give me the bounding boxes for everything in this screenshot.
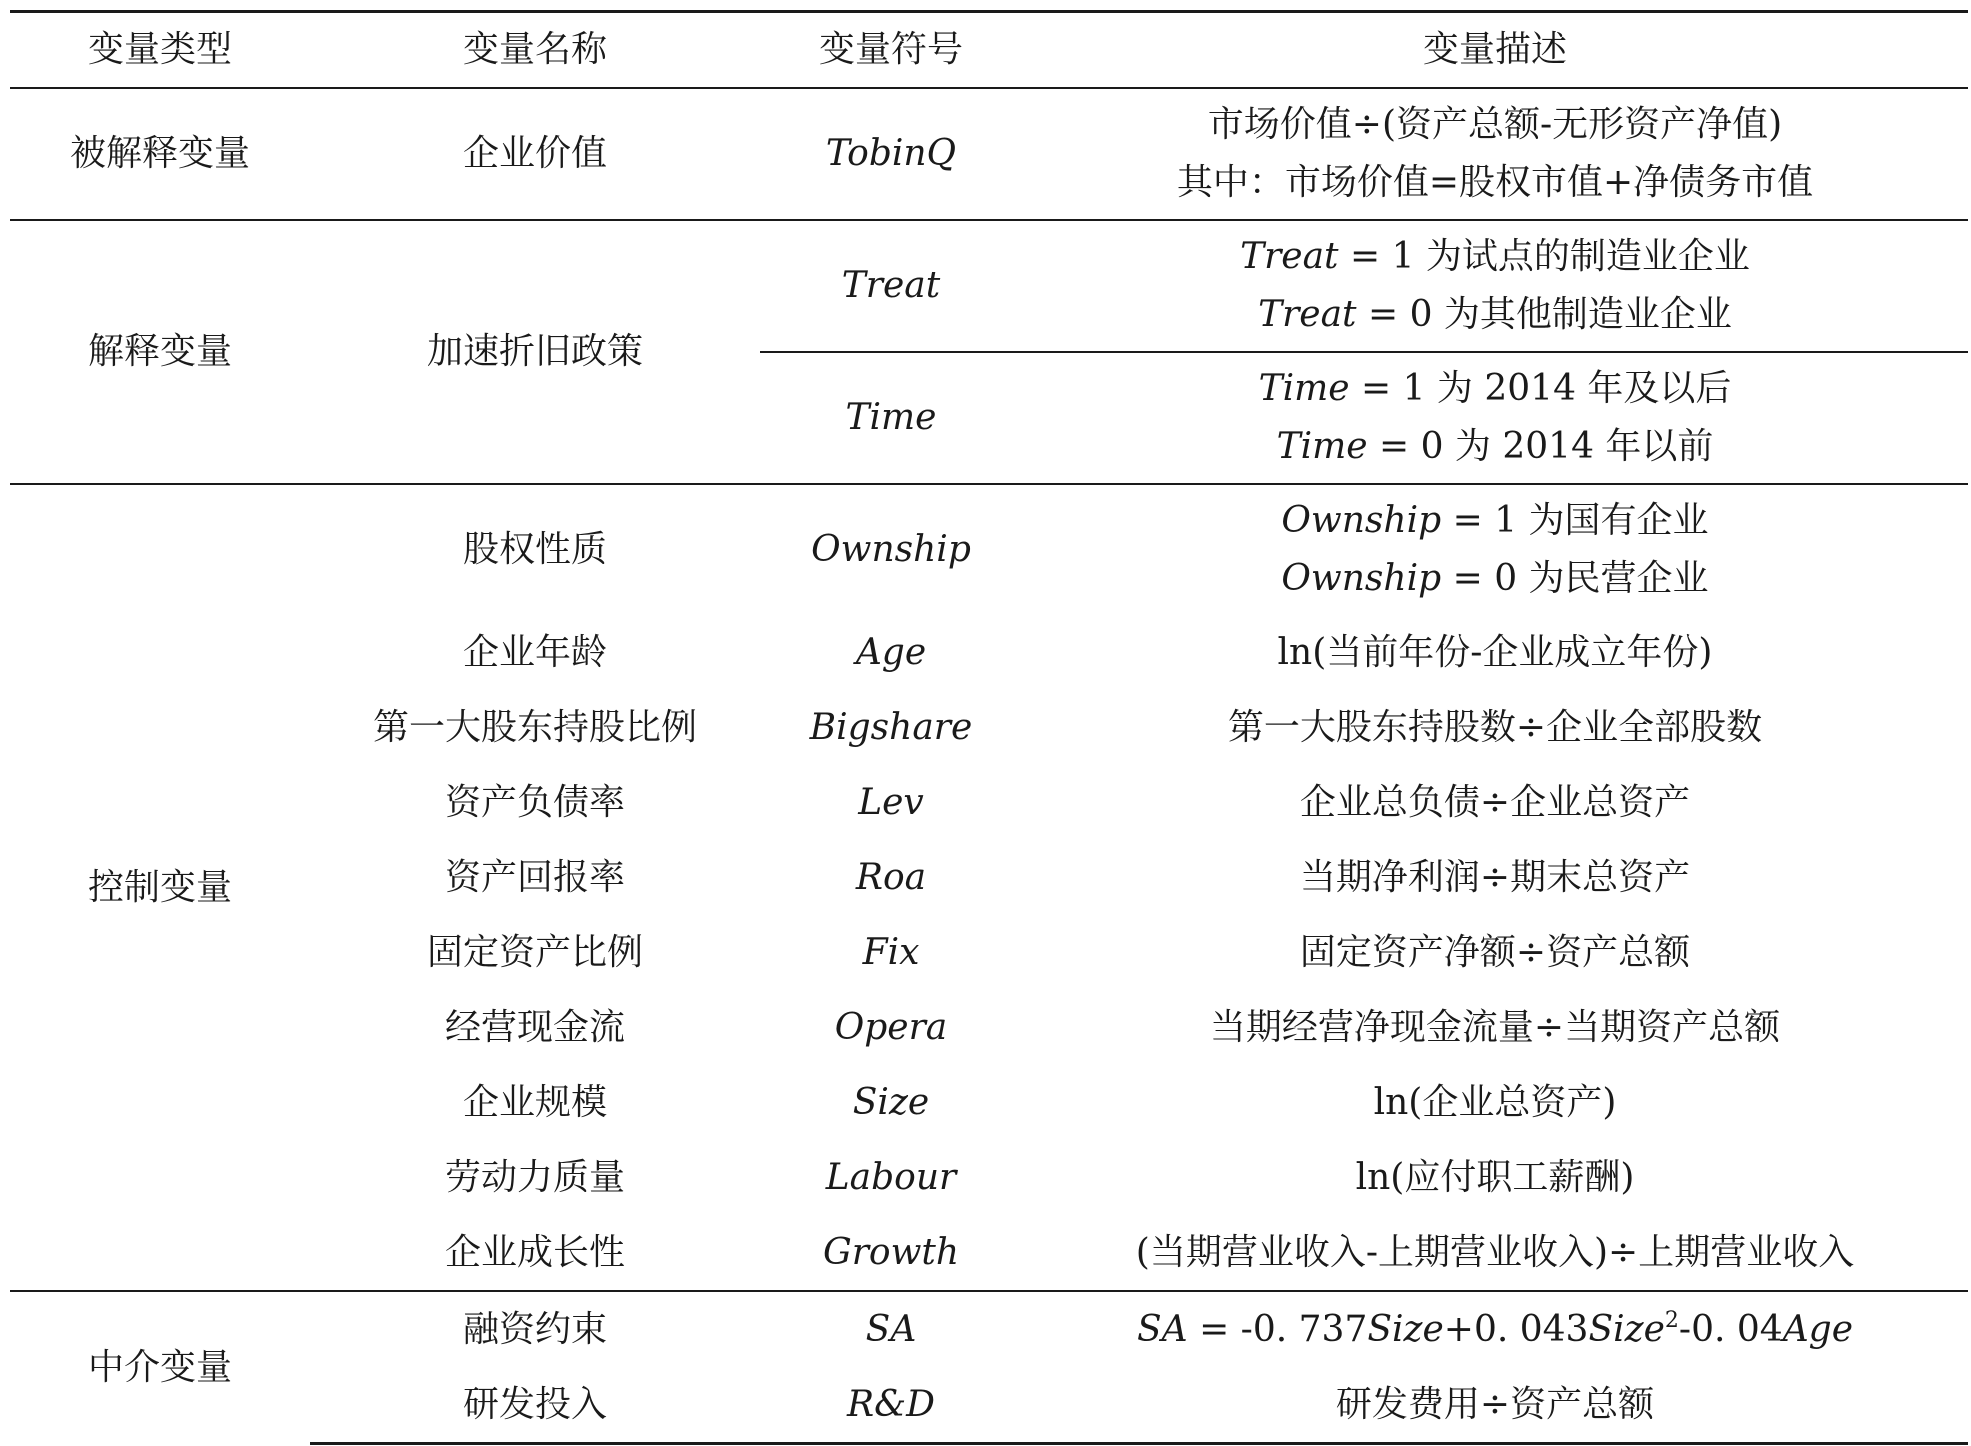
desc-symbol: Treat [1258, 294, 1357, 335]
var-desc: 研发费用÷资产总额 [1022, 1367, 1968, 1444]
var-name: 第一大股东持股比例 [372, 706, 697, 748]
formula-plus: +0. 043 [1443, 1308, 1589, 1350]
var-symbol: Labour [825, 1156, 957, 1198]
var-name: 加速折旧政策 [310, 220, 760, 484]
table-row [10, 88, 1968, 220]
var-desc: 当期净利润÷期末总资产 [1299, 856, 1691, 898]
desc-symbol: Treat [1240, 236, 1339, 277]
var-name: 企业规模 [462, 1081, 607, 1123]
desc-line [1022, 550, 1968, 608]
var-name: 固定资产比例 [426, 931, 643, 973]
var-desc [1022, 88, 1968, 220]
formula-age: Age [1782, 1308, 1854, 1350]
var-desc: 固定资产净额÷资产总额 [1299, 931, 1691, 973]
var-desc [1022, 220, 1968, 352]
var-name: 企业价值 [462, 133, 607, 174]
table-header-row [10, 12, 1968, 89]
var-desc: (当期营业收入-上期营业收入)÷上期营业收入 [1135, 1231, 1855, 1273]
desc-text: = 0 为其他制造业企业 [1356, 294, 1732, 335]
group-control: 控制变量 [10, 484, 310, 1291]
desc-text: = 0 为民营企业 [1441, 558, 1709, 599]
desc-line: 市场价值÷(资产总额-无形资产净值) [1207, 104, 1783, 145]
var-desc-formula [1022, 1291, 1968, 1367]
desc-symbol: Time [1276, 426, 1368, 467]
desc-symbol: Ownship [1281, 558, 1442, 599]
desc-symbol: Ownship [1281, 500, 1442, 541]
desc-text: = 1 为试点的制造业企业 [1338, 236, 1750, 277]
group-mediator: 中介变量 [10, 1291, 310, 1444]
var-symbol: Opera [834, 1006, 948, 1048]
var-desc: ln(企业总资产) [1373, 1081, 1617, 1123]
formula-sa: SA [1136, 1308, 1188, 1350]
var-symbol: R&D [760, 1367, 1022, 1444]
header-type: 变量类型 [10, 12, 310, 89]
var-symbol: Time [760, 352, 1022, 484]
var-name: 劳动力质量 [444, 1156, 625, 1198]
var-desc: 第一大股东持股数÷企业全部股数 [1227, 706, 1763, 748]
header-symbol: 变量符号 [760, 12, 1022, 89]
var-name: 融资约束 [310, 1291, 760, 1367]
formula-size-squared: Size [1588, 1308, 1665, 1350]
var-desc [1022, 352, 1968, 484]
var-symbol: Treat [760, 220, 1022, 352]
var-name: 经营现金流 [444, 1006, 625, 1048]
var-name: 股权性质 [310, 484, 760, 615]
var-desc: ln(应付职工薪酬) [1355, 1156, 1635, 1198]
var-desc: 企业总负债÷企业总资产 [1299, 781, 1691, 823]
var-name: 资产负债率 [444, 781, 625, 823]
table-row [10, 484, 1968, 615]
group-explained: 被解释变量 [69, 133, 250, 174]
desc-text: = 1 为 2014 年及以后 [1349, 368, 1732, 409]
variable-table [10, 10, 1968, 1445]
var-symbol: TobinQ [825, 133, 957, 174]
var-symbol: Roa [855, 856, 927, 898]
header-name: 变量名称 [310, 12, 760, 89]
formula-eq: = -0. 737 [1187, 1308, 1368, 1350]
formula-size: Size [1367, 1308, 1444, 1350]
var-symbol: Growth [822, 1231, 960, 1273]
desc-text: = 1 为国有企业 [1441, 500, 1709, 541]
desc-line [1022, 228, 1968, 286]
var-symbol: Age [855, 631, 927, 673]
var-symbol: Fix [862, 931, 920, 973]
var-symbol: Lev [858, 781, 924, 823]
formula-exponent: 2 [1664, 1307, 1679, 1333]
var-name: 企业成长性 [444, 1231, 625, 1273]
table-row [10, 220, 1968, 352]
var-desc [1022, 484, 1968, 615]
desc-symbol: Time [1258, 368, 1350, 409]
table-row [10, 1291, 1968, 1367]
var-symbol: Bigshare [809, 706, 973, 748]
var-name: 研发投入 [310, 1367, 760, 1444]
desc-line: 其中：市场价值=股权市值+净债务市值 [1176, 162, 1814, 203]
desc-line [1022, 360, 1968, 418]
var-desc: ln(当前年份-企业成立年份) [1277, 631, 1713, 673]
desc-line [1022, 286, 1968, 344]
var-symbol: SA [760, 1291, 1022, 1367]
var-name: 资产回报率 [444, 856, 625, 898]
desc-text: = 0 为 2014 年以前 [1367, 426, 1714, 467]
formula-minus: -0. 04 [1678, 1308, 1783, 1350]
var-symbol: Ownship [760, 484, 1022, 615]
var-symbol: Size [852, 1081, 930, 1123]
header-desc: 变量描述 [1022, 12, 1968, 89]
group-explanatory: 解释变量 [10, 220, 310, 484]
desc-line [1022, 492, 1968, 550]
var-desc: 当期经营净现金流量÷当期资产总额 [1209, 1006, 1781, 1048]
desc-line [1022, 418, 1968, 476]
var-name: 企业年龄 [462, 631, 607, 673]
